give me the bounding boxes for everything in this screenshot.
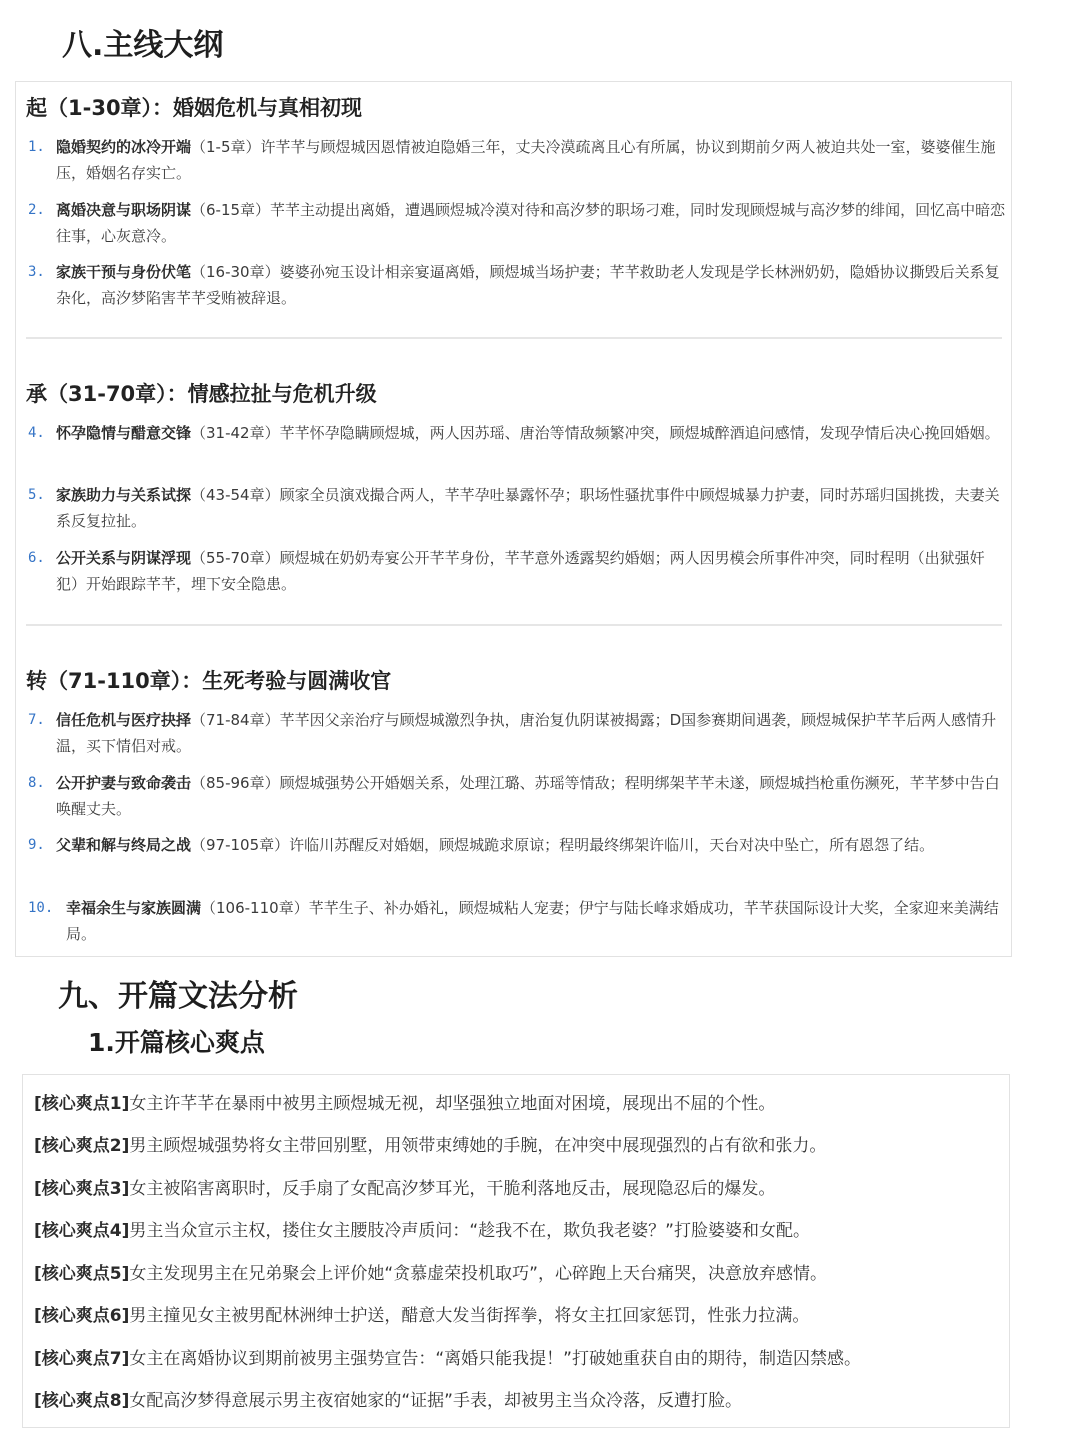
item-title: 父辈和解与终局之战 xyxy=(56,836,192,854)
item-text: （6-15章）芊芊主动提出离婚，遭遇顾煜城冷漠对待和高汐梦的职场刁难，同时发现顾煜城与高汐梦的绯闻，回忆高中暗恋往事，心灰意冷。 xyxy=(56,201,1006,245)
core-point-text: 男主撞见女主被男配林洲绅士护送，醋意大发当街挥拳，将女主扛回家惩罚，性张力拉满。 xyxy=(129,1306,810,1326)
outline-item xyxy=(26,482,1006,534)
outline-item xyxy=(26,707,1006,759)
outline-item xyxy=(26,832,1006,858)
outline-item xyxy=(26,197,1006,249)
core-point-tag: [核心爽点4] xyxy=(34,1221,130,1241)
stage-heading-cheng: 承（31-70章）：情感拉扯与危机升级 xyxy=(26,382,377,406)
item-title: 家族助力与关系试探 xyxy=(56,486,192,504)
item-title: 家族干预与身份伏笔 xyxy=(56,263,192,281)
item-number: 7. xyxy=(28,712,45,728)
item-text: （55-70章）顾煜城在奶奶寿宴公开芊芊身份，芊芊意外透露契约婚姻；两人因男模会所事件冲突，同时程明（出狱强奸犯）开始跟踪芊芊，埋下安全隐患。 xyxy=(56,549,985,593)
core-point-tag: [核心爽点2] xyxy=(34,1136,130,1156)
core-point-text: 女主许芊芊在暴雨中被男主顾煜城无视，却坚强独立地面对困境，展现出不屈的个性。 xyxy=(129,1094,776,1114)
item-number: 1. xyxy=(28,139,45,155)
core-point xyxy=(34,1345,861,1373)
item-text: （1-5章）许芊芊与顾煜城因恩情被迫隐婚三年，丈夫冷漠疏离且心有所属，协议到期前夕两人被迫共处一室，婆婆催生施压，婚姻名存实亡。 xyxy=(56,138,996,182)
item-text: （106-110章）芊芊生子、补办婚礼，顾煜城粘人宠妻；伊宁与陆长峰求婚成功，芊芊获国际设计大奖，全家迎来美满结局。 xyxy=(66,899,999,943)
core-point-text: 女主发现男主在兄弟聚会上评价她“贪慕虚荣投机取巧”，心碎跑上天台痛哭，决意放弃感情。 xyxy=(129,1264,827,1284)
stage-heading-zhuan: 转（71-110章）：生死考验与圆满收官 xyxy=(26,669,392,693)
item-title: 公开关系与阴谋浮现 xyxy=(56,549,192,567)
core-point-text: 女主被陷害离职时，反手扇了女配高汐梦耳光，干脆利落地反击，展现隐忍后的爆发。 xyxy=(129,1179,776,1199)
stage-heading-qi: 起（1-30章）：婚姻危机与真相初现 xyxy=(26,96,363,120)
core-point xyxy=(34,1217,810,1245)
core-point-tag: [核心爽点6] xyxy=(34,1306,130,1326)
outline-item xyxy=(26,420,1006,446)
item-text: （31-42章）芊芊怀孕隐瞒顾煜城，两人因苏瑶、唐治等情敌频繁冲突，顾煜城醉酒追问感情，发现孕情后决心挽回婚姻。 xyxy=(191,424,1000,442)
outline-item xyxy=(26,895,1006,947)
item-number: 8. xyxy=(28,775,45,791)
core-point-tag: [核心爽点8] xyxy=(34,1391,130,1411)
outline-item xyxy=(26,134,1006,186)
item-number: 5. xyxy=(28,487,45,503)
item-title: 公开护妻与致命袭击 xyxy=(56,774,192,792)
core-points-box xyxy=(22,1074,1010,1428)
section-8-title: 八.主线大纲 xyxy=(62,28,224,63)
core-point xyxy=(34,1260,827,1288)
core-point-text: 女配高汐梦得意展示男主夜宿她家的“证据”手表，却被男主当众冷落，反遭打脸。 xyxy=(129,1391,742,1411)
core-point xyxy=(34,1090,775,1118)
core-point-text: 男主当众宣示主权，搂住女主腰肢冷声质问：“趁我不在，欺负我老婆？”打脸婆婆和女配。 xyxy=(129,1221,810,1241)
item-title: 离婚决意与职场阴谋 xyxy=(56,201,192,219)
section-9-subtitle: 1.开篇核心爽点 xyxy=(88,1028,265,1057)
item-title: 怀孕隐情与醋意交锋 xyxy=(56,424,192,442)
core-point-tag: [核心爽点7] xyxy=(34,1349,130,1369)
item-title: 信任危机与医疗抉择 xyxy=(56,711,192,729)
core-point-tag: [核心爽点1] xyxy=(34,1094,130,1114)
section-9-title: 九、开篇文法分析 xyxy=(58,979,298,1014)
item-title: 隐婚契约的冰冷开端 xyxy=(56,138,192,156)
core-point xyxy=(34,1387,742,1415)
core-point-tag: [核心爽点3] xyxy=(34,1179,130,1199)
item-text: （43-54章）顾家全员演戏撮合两人，芊芊孕吐暴露怀孕；职场性骚扰事件中顾煜城暴力护妻，同时苏瑶归国挑拨，夫妻关系反复拉扯。 xyxy=(56,486,1000,530)
core-point-tag: [核心爽点5] xyxy=(34,1264,130,1284)
core-point-text: 女主在离婚协议到期前被男主强势宣告：“离婚只能我提！”打破她重获自由的期待，制造囚禁感。 xyxy=(129,1349,861,1369)
item-text: （71-84章）芊芊因父亲治疗与顾煜城激烈争执，唐治复仇阴谋被揭露；D国参赛期间遇袭，顾煜城保护芊芊后两人感情升温，买下情侣对戒。 xyxy=(56,711,997,755)
core-point xyxy=(34,1302,809,1330)
item-number: 2. xyxy=(28,202,45,218)
item-number: 6. xyxy=(28,550,45,566)
item-number: 9. xyxy=(28,837,45,853)
divider xyxy=(26,337,1002,339)
item-text: （97-105章）许临川苏醒反对婚姻，顾煜城跪求原谅；程明最终绑架许临川，天台对决中坠亡，所有恩怨了结。 xyxy=(191,836,935,854)
item-text: （16-30章）婆婆孙宛玉设计相亲宴逼离婚，顾煜城当场护妻；芊芊救助老人发现是学长林洲奶奶，隐婚协议撕毁后关系复杂化，高汐梦陷害芊芊受贿被辞退。 xyxy=(56,263,1000,307)
item-number: 10. xyxy=(28,900,54,916)
item-text: （85-96章）顾煜城强势公开婚姻关系，处理江璐、苏瑶等情敌；程明绑架芊芊未遂，顾煜城挡枪重伤濒死，芊芊梦中告白唤醒丈夫。 xyxy=(56,774,1000,818)
divider xyxy=(26,624,1002,626)
core-point xyxy=(34,1175,775,1203)
item-number: 3. xyxy=(28,264,45,280)
core-point-text: 男主顾煜城强势将女主带回别墅，用领带束缚她的手腕，在冲突中展现强烈的占有欲和张力。 xyxy=(129,1136,827,1156)
item-title: 幸福余生与家族圆满 xyxy=(66,899,202,917)
outline-item xyxy=(26,770,1006,822)
item-number: 4. xyxy=(28,425,45,441)
outline-item xyxy=(26,259,1006,311)
core-point xyxy=(34,1132,826,1160)
outline-item xyxy=(26,545,1006,597)
